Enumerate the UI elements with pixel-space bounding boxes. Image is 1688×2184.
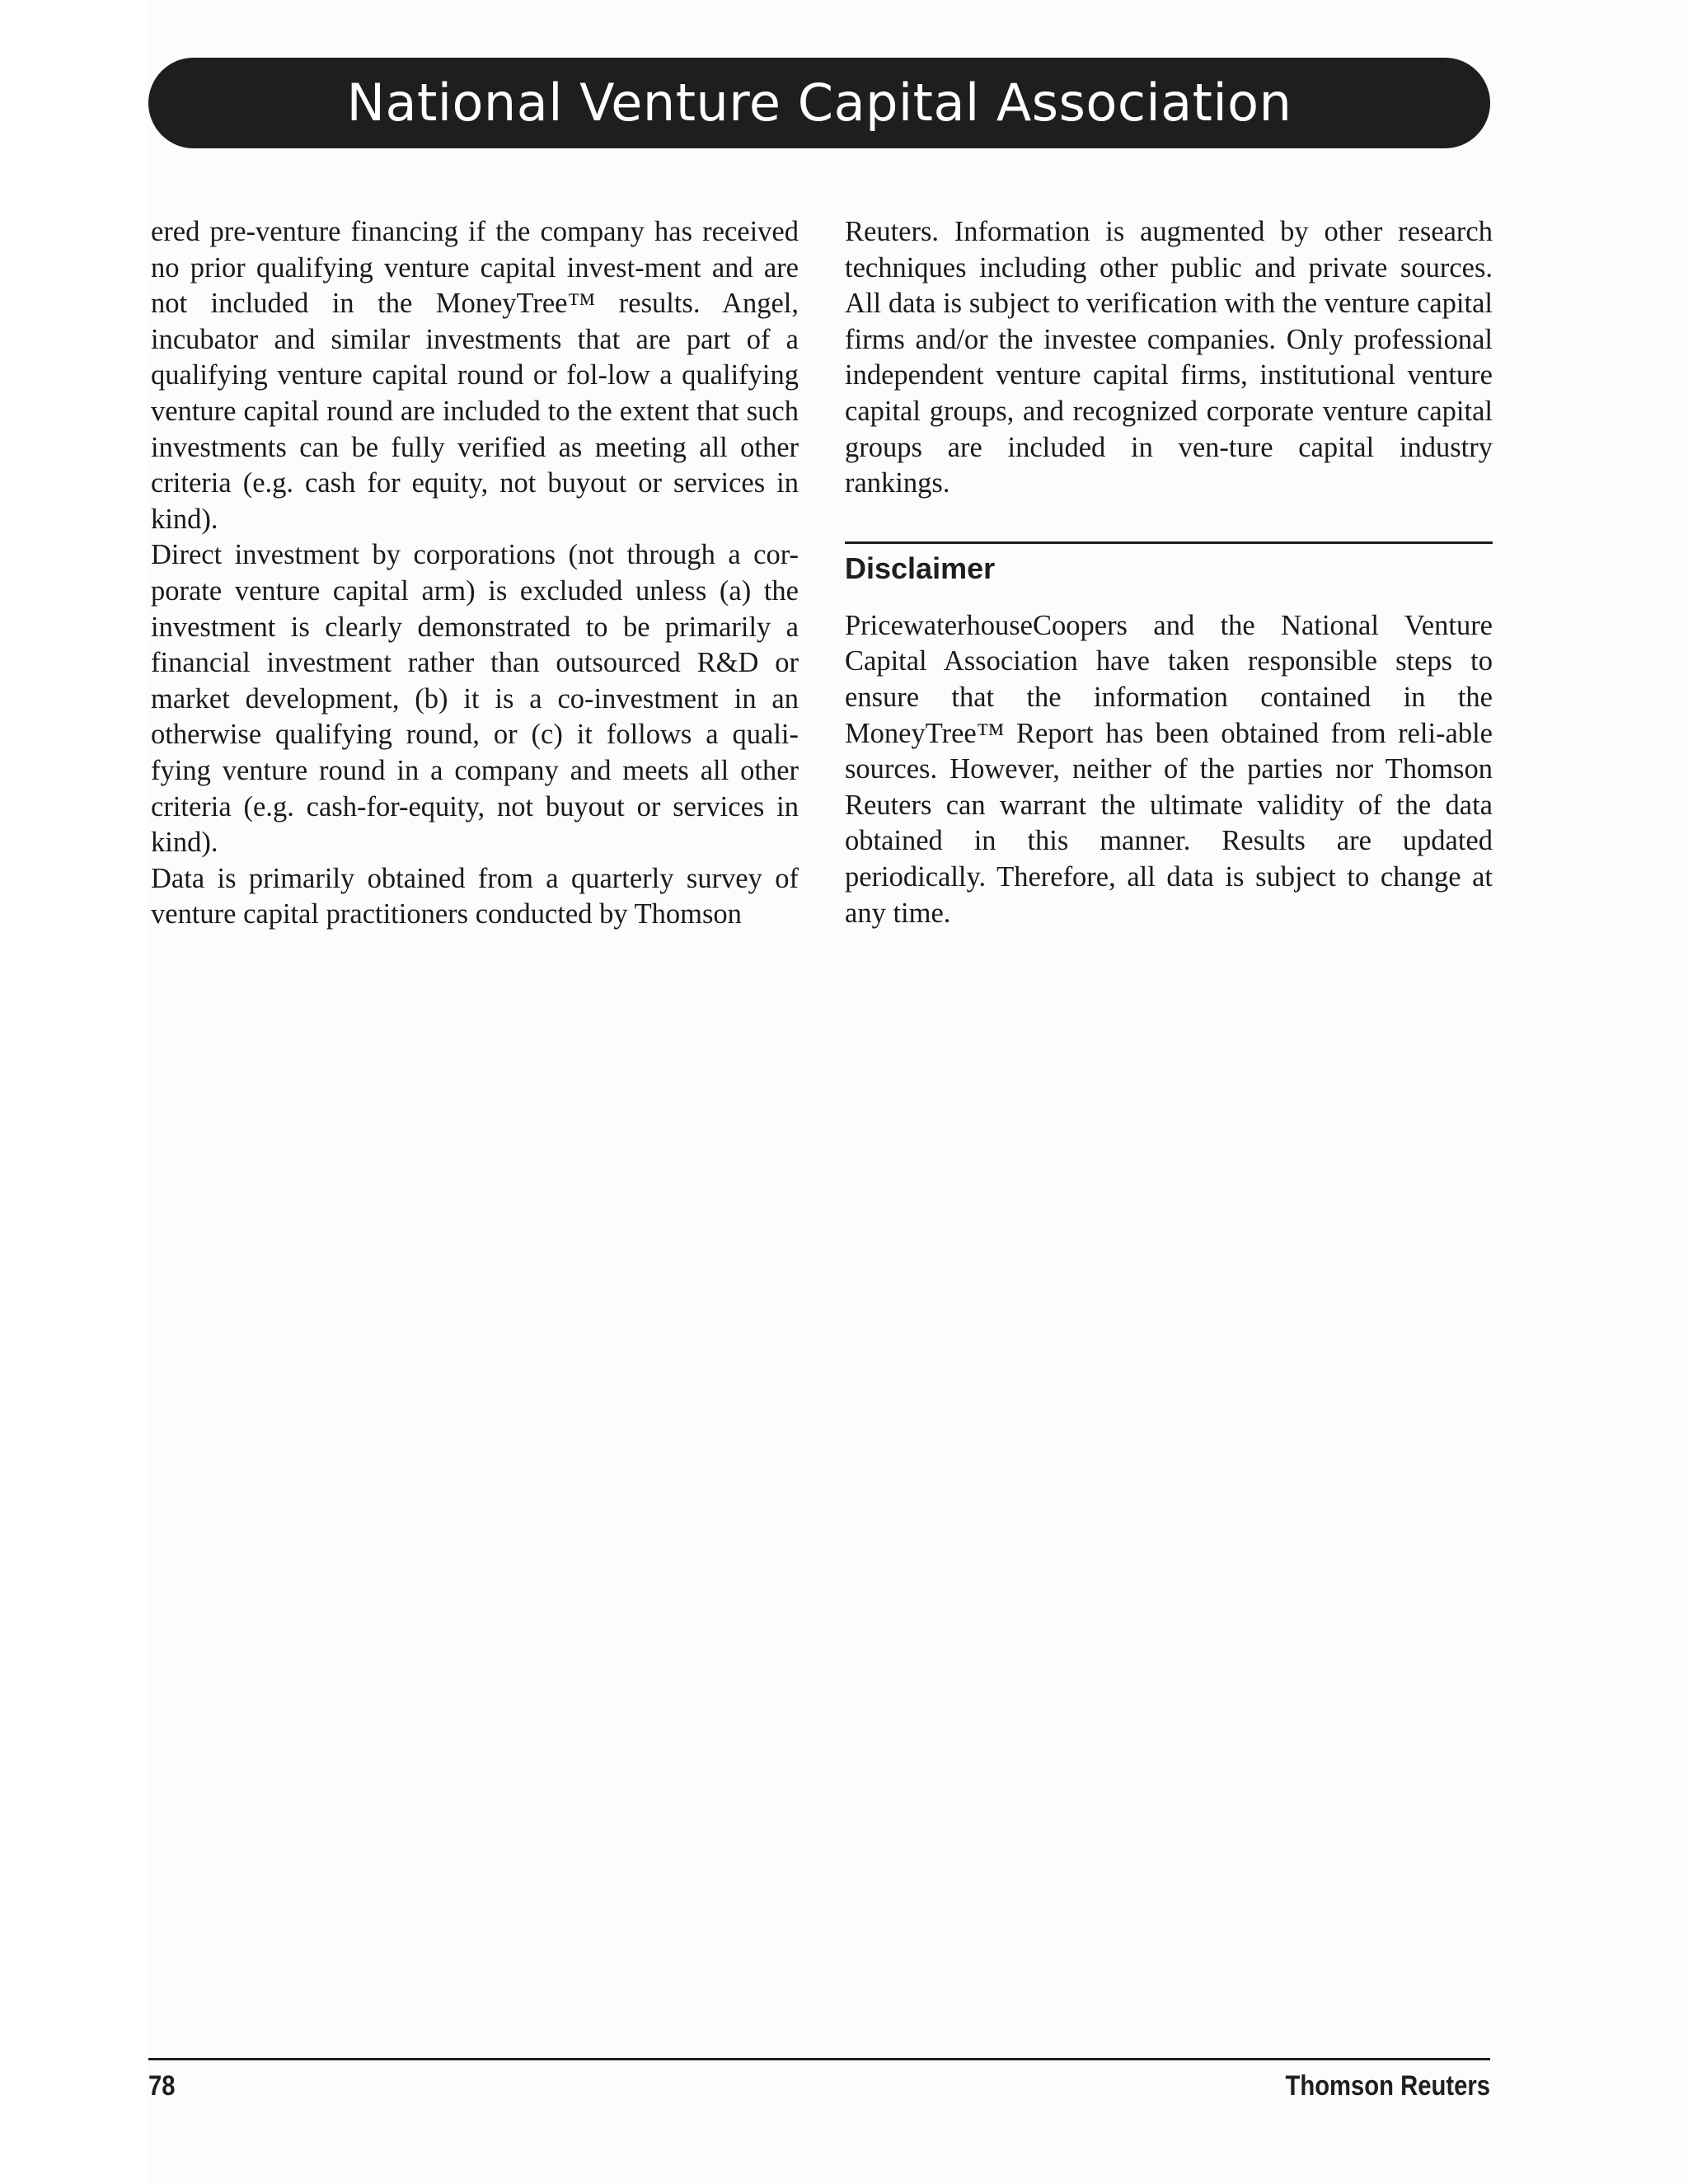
left-paragraph-1: ered pre-venture financing if the company has received no prior qualifying venture capital invest-ment and are not included in the MoneyTree™ results. Angel, incubator and similar investments that are part of a qualifying venture capital round or fol-low a qualifying venture capital round are included to the extent that such investments can be fully verified as meeting all other criteria (e.g. cash for equity, not buyout or services in kind). — [151, 216, 799, 535]
left-column — [151, 214, 799, 933]
right-intro-paragraph: Reuters. Information is augmented by other research techniques including other public and private sources. All data is subject to verification with the venture capital firms and/or the investee companies. Only professional independent venture capital firms, institutional venture capital groups, and recognized corporate venture capital groups are included in ven-ture capital industry rankings. — [845, 216, 1493, 499]
disclaimer-heading: Disclaimer — [845, 551, 996, 585]
disclaimer-paragraph: PricewaterhouseCoopers and the National Venture Capital Association have taken responsible steps to ensure that the information contained in the MoneyTree™ Report has been obtained from reli-able sources. However, neither of the parties nor Thomson Reuters can warrant the ultimate validity of the data obtained in this manner. Results are updated periodically. Therefore, all data is subject to change at any time. — [845, 609, 1493, 929]
right-column — [845, 214, 1493, 931]
page-number: 78 — [148, 2070, 176, 2102]
left-paragraph-3: Data is primarily obtained from a quarterly survey of venture capital practitioners conducted by Thomson — [151, 862, 799, 930]
page-title: National Venture Capital Association — [346, 73, 1292, 133]
header-banner — [148, 58, 1490, 148]
left-paragraph-2: Direct investment by corporations (not through a cor-porate venture capital arm) is excluded unless (a) the investment is clearly demonstrated to be primarily a financial investment rather than outsourced R&D or market development, (b) it is a co-investment in an otherwise qualifying round, or (c) it follows a quali-fying venture round in a company and meets all other criteria (e.g. cash-for-equity, not buyout or services in kind). — [151, 539, 799, 859]
section-divider — [845, 541, 1493, 544]
publisher-name: Thomson Reuters — [1285, 2070, 1490, 2102]
footer-divider — [148, 2058, 1490, 2060]
